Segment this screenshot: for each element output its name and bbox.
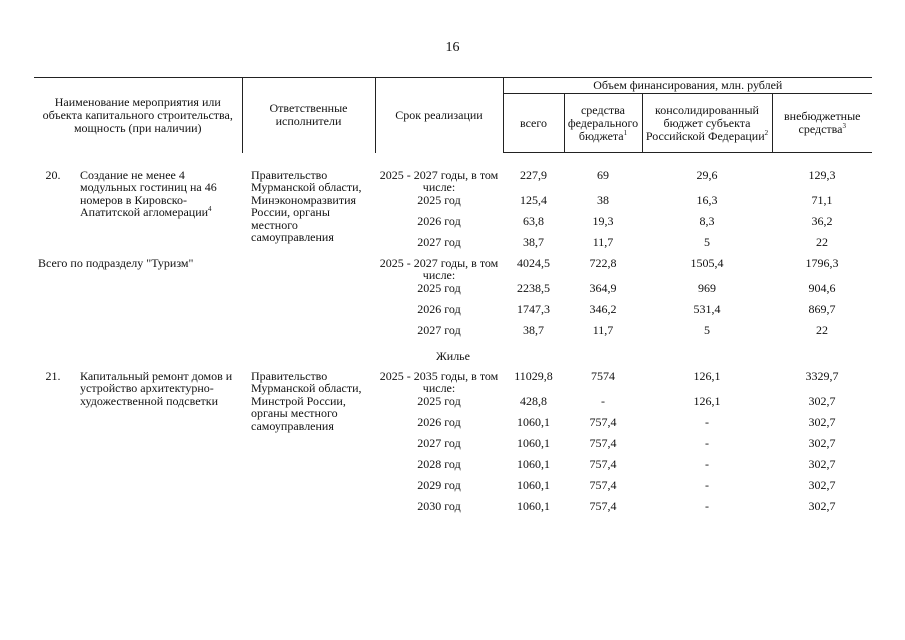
- header-regional: консолидированный бюджет субъекта Российской Федерации$^2$: [642, 94, 772, 153]
- tourism-extra-3: 22: [816, 322, 828, 337]
- row21-term-3: 2027 год: [417, 435, 461, 450]
- row21-federal-5: 757,4: [589, 477, 617, 492]
- table-row: [34, 282, 872, 303]
- tourism-federal-1: 364,9: [589, 280, 617, 295]
- tourism-total-0: 4024,5: [517, 255, 550, 270]
- row20-term-0: 2025 - 2027 годы, в том числе:: [379, 167, 499, 194]
- table-row: [34, 324, 872, 345]
- row21-total-0: 11029,8: [514, 368, 553, 383]
- row21-regional-2: -: [705, 414, 709, 429]
- header-federal: средства федерального бюджета$^1$: [564, 94, 642, 153]
- row21-regional-1: 126,1: [693, 393, 721, 408]
- row20-responsible: Правительство Мурманской области, Минэкономразвития России, органы местного самоуправления: [251, 167, 362, 244]
- tourism-total-label: Всего по подразделу "Туризм": [38, 255, 194, 270]
- tourism-term-1: 2025 год: [417, 280, 461, 295]
- row20-total-1: 125,4: [520, 192, 547, 207]
- row21-term-5: 2029 год: [417, 477, 461, 492]
- row20-term-1: 2025 год: [417, 192, 461, 207]
- row20-name: Создание не менее 4 модульных гостиниц на 46 номеров в Кировско-Апатитской агломерации$^4$: [80, 167, 217, 219]
- row21-total-4: 1060,1: [517, 456, 550, 471]
- header-financing: Объем финансирования, млн. рублей: [503, 78, 872, 94]
- row21-regional-6: -: [705, 498, 709, 513]
- tourism-regional-1: 969: [698, 280, 716, 295]
- tourism-regional-0: 1505,4: [690, 255, 724, 270]
- tourism-extra-0: 1796,3: [805, 255, 839, 270]
- table-row: [34, 303, 872, 324]
- tourism-extra-1: 904,6: [808, 280, 836, 295]
- row21-total-5: 1060,1: [517, 477, 550, 492]
- tourism-regional-3: 5: [704, 322, 710, 337]
- row21-extra-2: 302,7: [808, 414, 836, 429]
- row21-extra-5: 302,7: [808, 477, 836, 492]
- row21-regional-4: -: [705, 456, 709, 471]
- row20-extra-0: 129,3: [808, 168, 836, 182]
- row20-term-2: 2026 год: [417, 213, 461, 228]
- row21-federal-3: 757,4: [589, 435, 617, 450]
- row20-federal-2: 19,3: [592, 213, 614, 228]
- tourism-total-3: 38,7: [523, 322, 544, 337]
- tourism-federal-2: 346,2: [589, 301, 617, 316]
- row21-extra-3: 302,7: [808, 435, 836, 450]
- header-term: Срок реализации: [375, 78, 503, 153]
- row21-federal-1: -: [601, 393, 605, 408]
- row21-extra-4: 302,7: [808, 456, 836, 471]
- page-number: 16: [445, 40, 460, 55]
- row21-total-3: 1060,1: [517, 435, 550, 450]
- row20-extra-2: 36,2: [811, 213, 833, 228]
- row21-regional-0: 126,1: [693, 368, 721, 383]
- row20-regional-2: 8,3: [699, 213, 715, 228]
- tourism-federal-3: 11,7: [592, 322, 614, 337]
- table-row: [34, 257, 872, 282]
- header-name: Наименование мероприятия или объекта капитального строительства, мощность (при наличии): [34, 78, 242, 153]
- header-responsible: Ответственные исполнители: [242, 78, 375, 153]
- row21-responsible: Правительство Мурманской области, Минстрой России, органы местного самоуправления: [251, 368, 362, 433]
- row21-total-2: 1060,1: [517, 414, 550, 429]
- tourism-term-2: 2026 год: [417, 301, 461, 316]
- row21-federal-0: 7574: [591, 368, 615, 383]
- row21-federal-2: 757,4: [589, 414, 617, 429]
- section-row: [34, 345, 872, 370]
- header-total: всего: [503, 94, 564, 153]
- row21-extra-6: 302,7: [808, 498, 836, 513]
- row20-total-2: 63,8: [523, 213, 544, 228]
- table-header: [34, 78, 872, 153]
- row20-extra-1: 71,1: [811, 192, 833, 207]
- row20-total-3: 38,7: [523, 234, 544, 249]
- row21-total-1: 428,8: [520, 393, 547, 408]
- row20-number: 20.: [45, 167, 61, 182]
- tourism-term-3: 2027 год: [417, 322, 461, 337]
- row21-term-1: 2025 год: [417, 393, 461, 408]
- row21-total-6: 1060,1: [517, 498, 550, 513]
- tourism-term-0: 2025 - 2027 годы, в том числе:: [379, 255, 499, 282]
- row21-regional-3: -: [705, 435, 709, 450]
- row20-extra-3: 22: [816, 234, 828, 249]
- row21-term-0: 2025 - 2035 годы, в том числе:: [379, 368, 499, 395]
- row21-cell-name: [34, 370, 242, 521]
- row21-number: 21.: [45, 368, 61, 383]
- row21-extra-1: 302,7: [808, 393, 836, 408]
- row21-term-6: 2030 год: [417, 498, 461, 513]
- row20-term-3: 2027 год: [417, 234, 461, 249]
- tourism-total-1: 2238,5: [517, 280, 550, 295]
- header-extra: внебюджетные средства$^3$: [772, 94, 872, 153]
- row20-cell-name: [34, 153, 242, 257]
- row21-federal-4: 757,4: [589, 456, 617, 471]
- table-row: [34, 370, 872, 395]
- row21-federal-6: 757,4: [589, 498, 617, 513]
- row20-federal-1: 38: [597, 192, 609, 207]
- row21-term-2: 2026 год: [417, 414, 461, 429]
- row21-name: Капитальный ремонт домов и устройство архитектурно-художественной подсветки: [80, 368, 233, 408]
- row20-total-0: 227,9: [520, 168, 547, 182]
- section-title-housing: Жилье: [436, 348, 470, 363]
- row20-regional-3: 5: [704, 234, 710, 249]
- row21-regional-5: -: [705, 477, 709, 492]
- row20-federal-3: 11,7: [592, 234, 614, 249]
- financing-table: [34, 77, 872, 521]
- row21-term-4: 2028 год: [417, 456, 461, 471]
- row20-regional-1: 16,3: [696, 192, 718, 207]
- tourism-total-2: 1747,3: [517, 301, 550, 316]
- row20-regional-0: 29,6: [696, 168, 718, 182]
- row21-extra-0: 3329,7: [805, 368, 839, 383]
- row20-federal-0: 69: [597, 168, 609, 182]
- tourism-federal-0: 722,8: [589, 255, 617, 270]
- tourism-regional-2: 531,4: [693, 301, 721, 316]
- tourism-extra-2: 869,7: [808, 301, 836, 316]
- table-row: [34, 153, 872, 194]
